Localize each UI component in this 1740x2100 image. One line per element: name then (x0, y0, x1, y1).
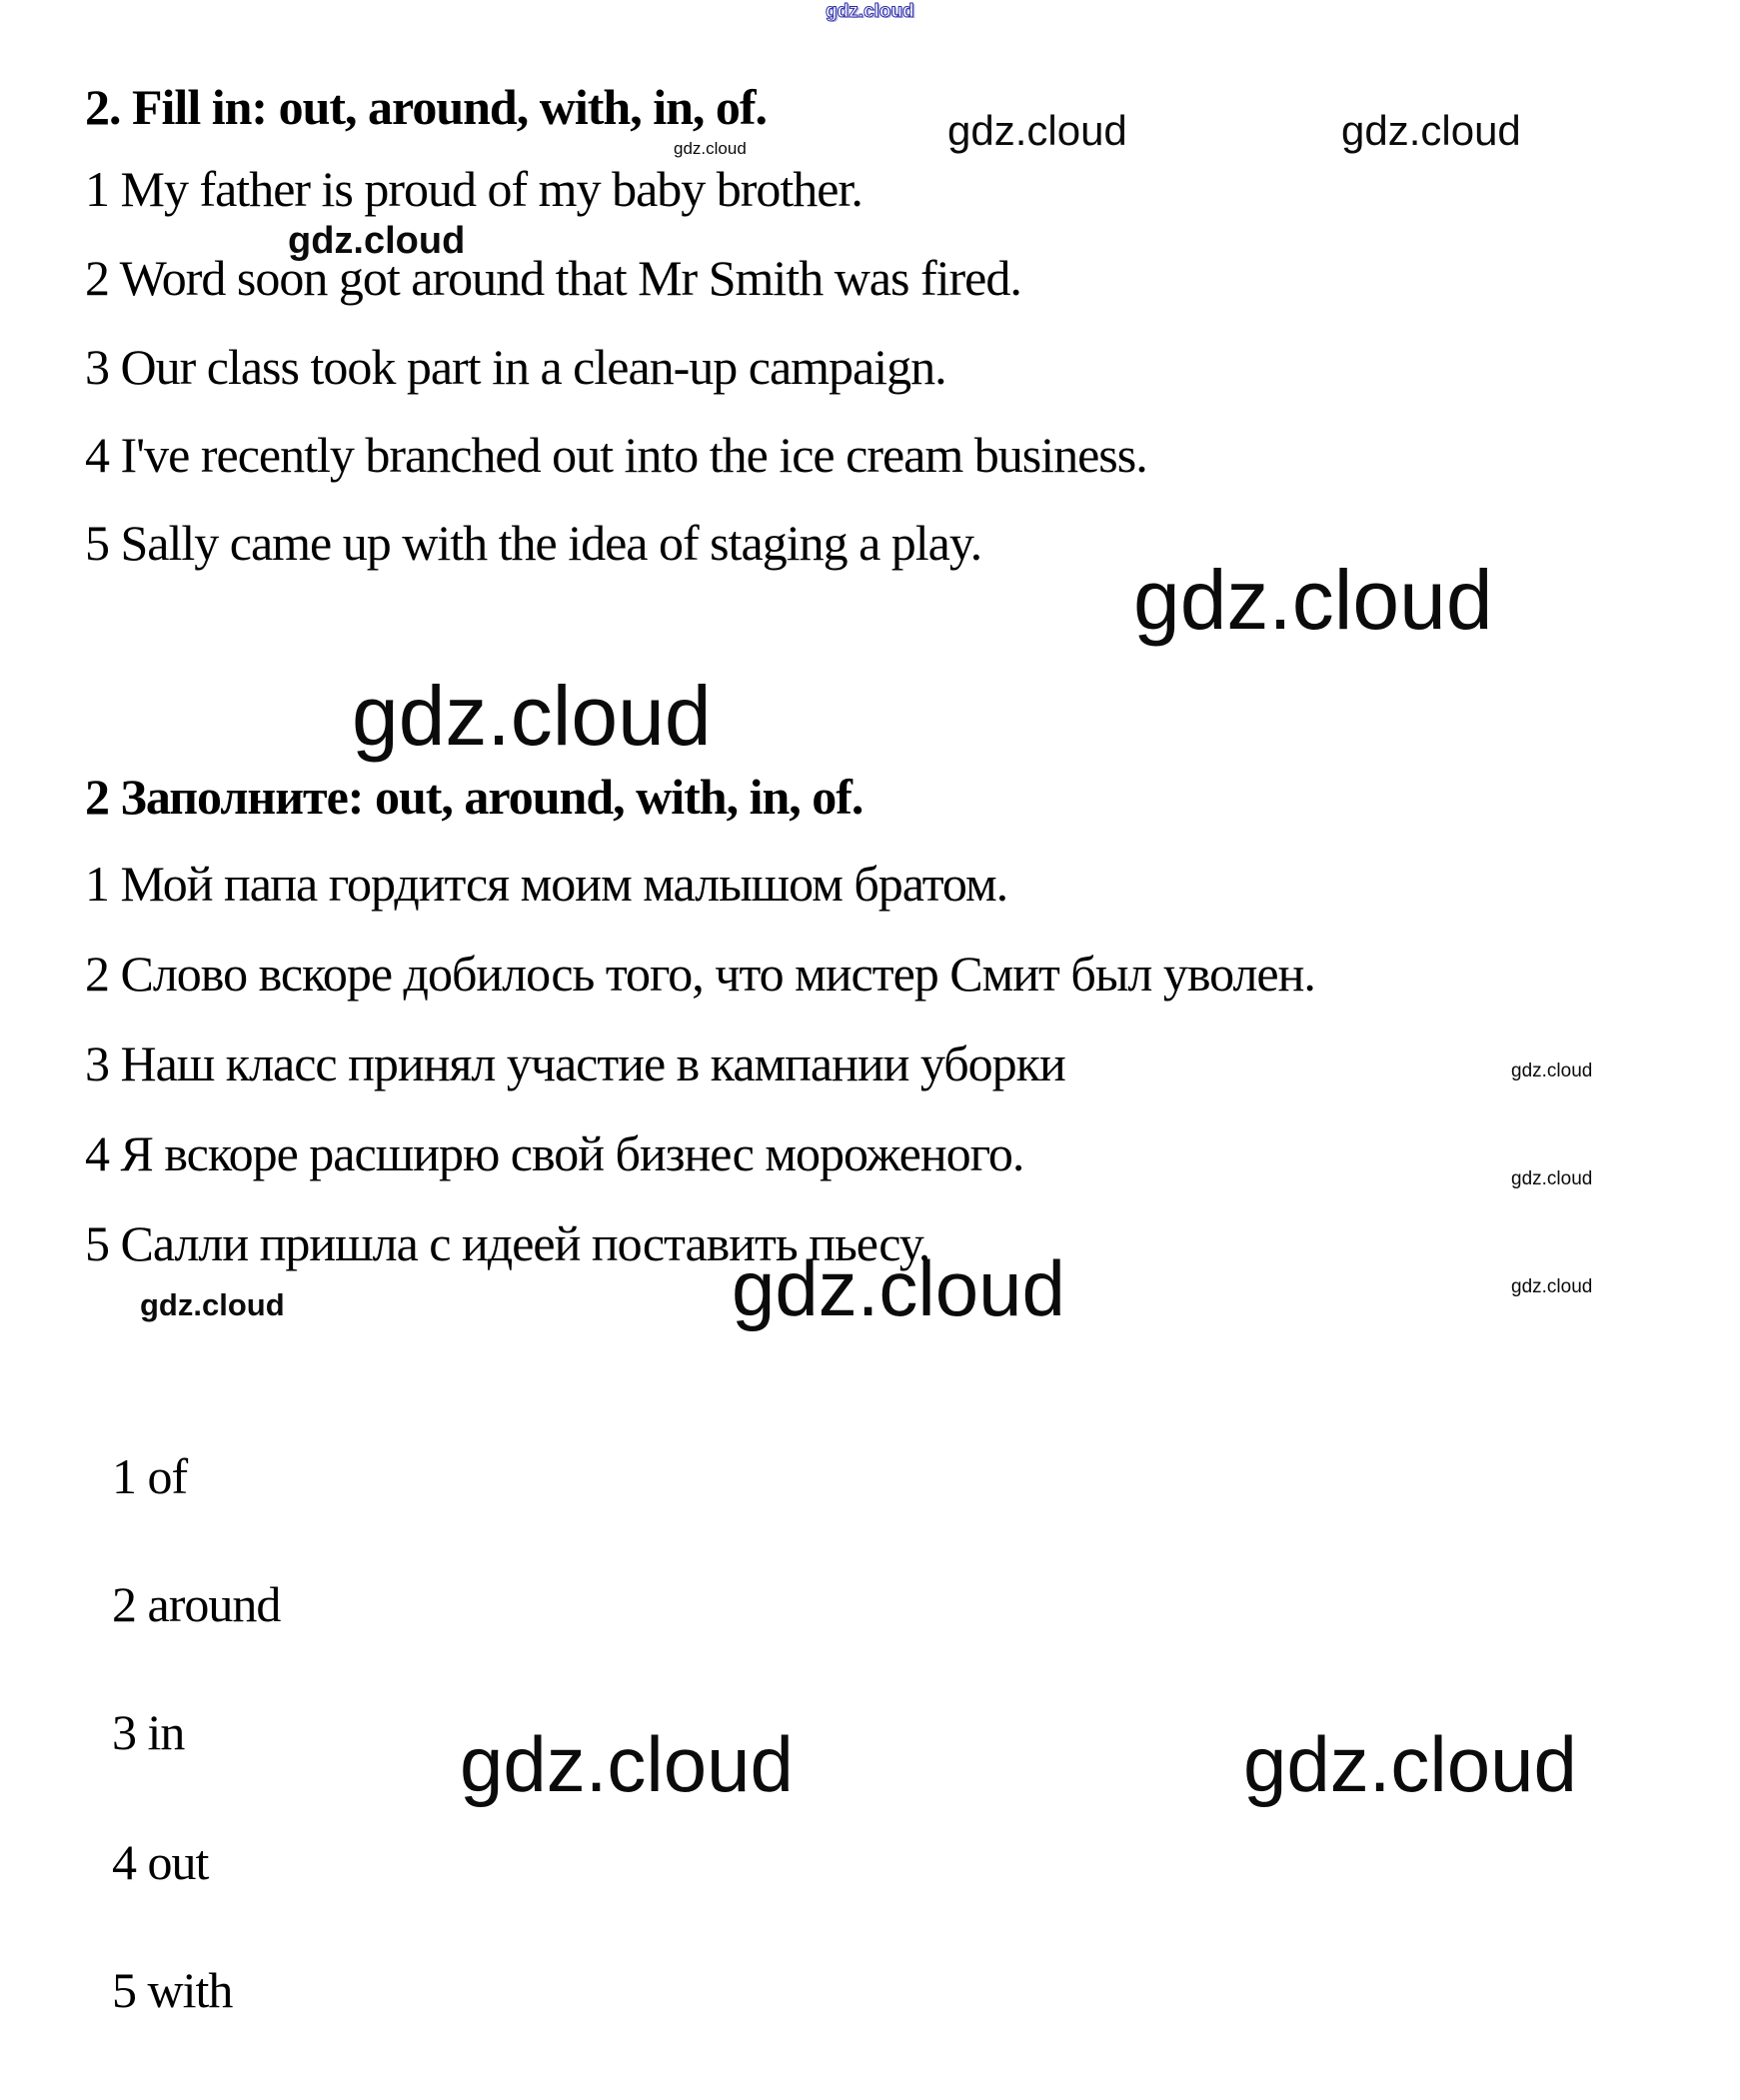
sentence-ru: 4 Я вскоре расширю свой бизнес мороженого. (85, 1125, 1024, 1181)
sentence-ru: 2 Слово вскоре добилось того, что мистер Смит был уволен. (85, 946, 1315, 1002)
gdz-cloud-watermark: gdz.cloud (732, 1244, 1065, 1332)
gdz-cloud-watermark: gdz.cloud (826, 1, 914, 22)
gdz-cloud-watermark: gdz.cloud (1341, 107, 1521, 154)
gdz-cloud-watermark: gdz.cloud (1511, 1168, 1593, 1189)
gdz-cloud-watermark: gdz.cloud (460, 1720, 794, 1808)
gdz-cloud-watermark: gdz.cloud (140, 1287, 285, 1322)
gdz-cloud-watermark: gdz.cloud (1243, 1720, 1577, 1808)
sentence-ru: 3 Наш класс принял участие в кампании уборки (85, 1036, 1065, 1091)
sentence-en: 5 Sally came up with the idea of staging a play. (85, 515, 982, 571)
gdz-cloud-watermark: gdz.cloud (674, 139, 747, 158)
answer-item: 3 in (112, 1704, 185, 1760)
sentence-en: 1 My father is proud of my baby brother. (85, 161, 863, 217)
answer-item: 4 out (112, 1834, 209, 1890)
gdz-cloud-watermark: gdz.cloud (1133, 553, 1493, 647)
gdz-cloud-watermark: gdz.cloud (1511, 1060, 1593, 1081)
sentence-ru: 5 Салли пришла с идеей поставить пьесу. (85, 1215, 930, 1271)
sentence-en: 2 Word soon got around that Mr Smith was fired. (85, 250, 1021, 306)
sentence-en: 3 Our class took part in a clean-up campaign. (85, 339, 946, 395)
gdz-cloud-watermark: gdz.cloud (947, 107, 1127, 154)
gdz-cloud-watermark: gdz.cloud (1511, 1276, 1593, 1297)
gdz-cloud-watermark: gdz.cloud (352, 669, 712, 763)
answer-item: 1 of (112, 1448, 188, 1504)
sentence-en: 4 I've recently branched out into the ice cream business. (85, 427, 1147, 483)
exercise-title-en: 2. Fill in: out, around, with, in, of. (85, 79, 768, 135)
sentence-ru: 1 Мой папа гордится моим малышом братом. (85, 856, 1008, 912)
answer-item: 5 with (112, 1962, 233, 2018)
answer-item: 2 around (112, 1576, 281, 1632)
exercise-title-ru: 2 Заполните: out, around, with, in, of. (85, 769, 864, 825)
gdz-cloud-watermark: gdz.cloud (288, 220, 466, 262)
